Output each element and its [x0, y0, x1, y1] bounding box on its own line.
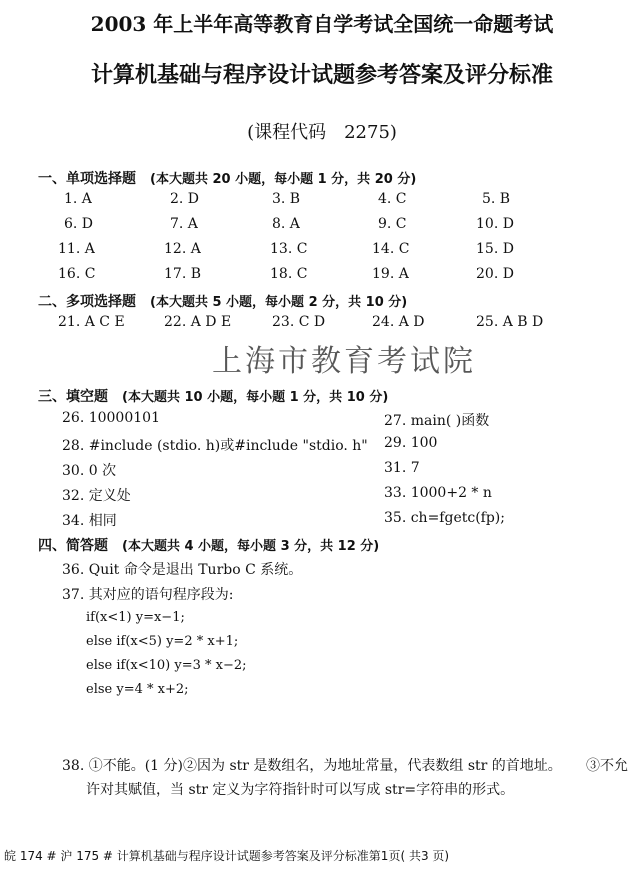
section-title: 二、多项选择题 — [38, 294, 136, 310]
answer-item: 16. C — [58, 266, 96, 282]
answer-item: 31. 7 — [384, 460, 420, 476]
answer-item: 25. A B D — [476, 314, 544, 330]
answer-38-line1: 38. ①不能。(1 分)②因为 str 是数组名，为地址常量，代表数组 str 的首地址。 — [62, 758, 562, 774]
answer-item: 8. A — [272, 216, 300, 232]
answer-item: 17. B — [164, 266, 202, 282]
section-note: (本大题共 4 小题，每小题 3 分，共 12 分) — [122, 539, 380, 554]
answer-item: 10. D — [476, 216, 514, 232]
section-note: (本大题共 5 小题，每小题 2 分，共 10 分) — [150, 295, 408, 310]
section-heading-single-choice — [38, 168, 416, 188]
answer-item: 13. C — [270, 241, 308, 257]
answer-item: 23. C D — [272, 314, 326, 330]
answer-36: 36. Quit 命令是退出 Turbo C 系统。 — [62, 562, 303, 578]
section-note: (本大题共 20 小题，每小题 1 分，共 20 分) — [150, 172, 417, 187]
answer-38-tail: ③不允 — [586, 758, 628, 774]
answer-item: 22. A D E — [164, 314, 232, 330]
section-heading-multiple-choice — [38, 291, 407, 311]
code-line: else if(x<10) y=3 * x−2; — [86, 658, 247, 673]
section-title: 一、单项选择题 — [38, 171, 136, 187]
answer-item: 21. A C E — [58, 314, 125, 330]
answer-item: 12. A — [164, 241, 201, 257]
answer-item: 27. main( )函数 — [384, 413, 490, 429]
answer-37-intro: 37. 其对应的语句程序段为: — [62, 587, 234, 603]
course-code: (课程代码 2275) — [247, 122, 397, 143]
section-heading-fill-in — [38, 386, 388, 406]
answer-item: 26. 10000101 — [62, 410, 160, 426]
answer-item: 2. D — [170, 191, 200, 207]
answer-item: 11. A — [58, 241, 95, 257]
page-footer: 皖 174 # 沪 175 # 计算机基础与程序设计试题参考答案及评分标准第1页( 共3 页) — [4, 849, 450, 863]
answer-item: 34. 相同 — [62, 513, 117, 529]
answer-item: 29. 100 — [384, 435, 438, 451]
exam-title: 2003 年上半年高等教育自学考试全国统一命题考试 — [90, 12, 554, 36]
answer-item: 30. 0 次 — [62, 463, 117, 479]
answer-item: 1. A — [64, 191, 92, 207]
answer-38-line2: 许对其赋值，当 str 定义为字符指针时可以写成 str=字符串的形式。 — [86, 782, 515, 798]
answer-item: 7. A — [170, 216, 198, 232]
answer-item: 15. D — [476, 241, 514, 257]
section-title: 三、填空题 — [38, 389, 108, 405]
answer-item: 3. B — [272, 191, 301, 207]
answer-item: 20. D — [476, 266, 514, 282]
answer-item: 4. C — [378, 191, 407, 207]
document-title: 计算机基础与程序设计试题参考答案及评分标准 — [90, 63, 553, 88]
watermark-stamp: 上海市教育考试院 — [212, 344, 476, 379]
answer-item: 24. A D — [372, 314, 425, 330]
section-note: (本大题共 10 小题，每小题 1 分，共 10 分) — [122, 390, 389, 405]
answer-item: 32. 定义处 — [62, 488, 131, 504]
code-line: else y=4 * x+2; — [86, 682, 189, 697]
answer-item: 33. 1000+2 * n — [384, 485, 492, 501]
code-line: else if(x<5) y=2 * x+1; — [86, 634, 239, 649]
answer-item: 18. C — [270, 266, 308, 282]
code-line: if(x<1) y=x−1; — [86, 610, 185, 625]
section-heading-short-answer — [38, 535, 379, 555]
answer-item: 6. D — [64, 216, 94, 232]
answer-item: 5. B — [482, 191, 511, 207]
answer-item: 35. ch=fgetc(fp); — [384, 510, 505, 526]
answer-item: 14. C — [372, 241, 410, 257]
answer-item: 28. #include (stdio. h)或#include "stdio. h" — [62, 438, 368, 454]
answer-item: 19. A — [372, 266, 409, 282]
answer-item: 9. C — [378, 216, 407, 232]
section-title: 四、简答题 — [38, 538, 108, 554]
